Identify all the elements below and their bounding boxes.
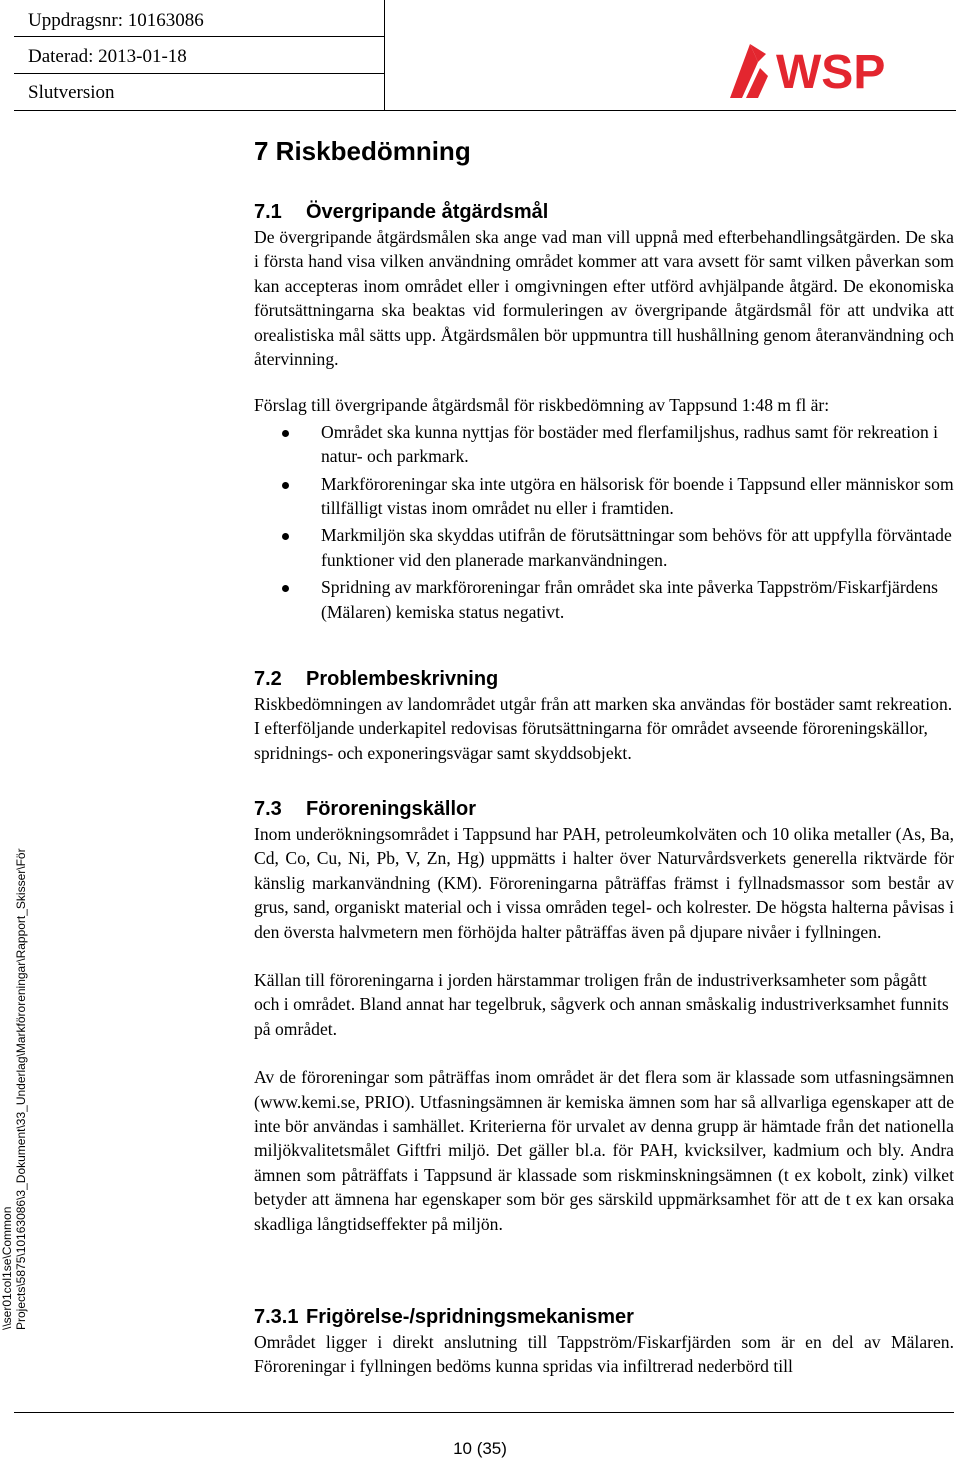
section-number: 7.1 — [254, 201, 282, 223]
file-path-margin-note — [0, 810, 30, 1330]
section-number: 7.2 — [254, 668, 282, 690]
list-item — [254, 472, 954, 521]
section-7-2-paragraph: Riskbedömningen av landområdet utgår från att marken ska användas för bostäder samt rekreation. I efterföljande underkapitel redovisas förutsättningarna för området avseende föroreningskällor, spridnings- och exponeringsvägar samt skyddsobjekt. — [254, 694, 953, 763]
section-7-3-1-paragraph: Området ligger i direkt anslutning till Tappström/Fiskarfjärden som är en del av Mälaren. Föroreningar i fyllningen bedöms kunna spridas via infiltrerad nederbörd till — [254, 1332, 954, 1377]
document-date: Daterad: 2013-01-18 — [28, 46, 187, 67]
wsp-logo — [728, 40, 928, 100]
document-version: Slutversion — [28, 82, 115, 103]
list-item — [254, 523, 954, 572]
section-heading-7-3-1 — [254, 1304, 954, 1330]
section-title: Problembeskrivning — [306, 668, 499, 690]
header-divider — [14, 36, 384, 37]
section-7-3-paragraph-3: Av de föroreningar som påträffas inom området är det flera som är klassade som utfasningsämnen (www.kemi.se, PRIO). Utfasningsämnen är kemiska ämnen som har så allvarliga egenskaper att de inte bör användas i samhället. Kriterierna för urvalet av denna grupp är hämtade från det nationella miljökvalitetsmålet Giftfri miljö. Det gäller bl.a. för PAH, kvicksilver, kadmium och bly. Andra ämnen som påträffats i Tappsund är klassade som riskminskningsämnen (t ex kobolt, zink) vilket betyder att ämnena har egenskaper som bör ges särskild uppmärksamhet för att de t ex kan orsaka skadliga långtidseffekter på miljön. — [254, 1067, 954, 1234]
section-7-1-paragraph: De övergripande åtgärdsmålen ska ange vad man vill uppnå med efterbehandlingsåtgärden. De ska i första hand visa vilken användning området kommer att vara avsett för samt vilken påverkan som kan accepteras inom området eller i omgivningen efter utförd avhjälpande åtgärd. De ekonomiska förutsättningarna ska beaktas vid formuleringen av övergripande åtgärdsmål för att undvika att orealistiska mål sätts upp. Åtgärdsmålen bör uppmuntra till hushållning genom återanvändning och återvinning. — [254, 227, 954, 370]
logo-wordmark: WSP — [776, 46, 886, 99]
section-7-1-intro: Förslag till övergripande åtgärdsmål för riskbedömning av Tappsund 1:48 m fl är: — [254, 395, 830, 416]
list-item — [254, 420, 954, 469]
section-title: Övergripande åtgärdsmål — [306, 201, 549, 223]
list-item-text: Området ska kunna nyttjas för bostäder med flerfamiljshus, radhus samt för rekreation i natur- och parkmark. — [321, 421, 939, 467]
header-vertical-divider — [384, 0, 385, 110]
section-number: 7.3 — [254, 798, 282, 820]
chapter-heading: 7 Riskbedömning — [254, 136, 471, 166]
section-heading-7-1 — [254, 199, 954, 225]
bullet-icon — [282, 585, 289, 592]
section-heading-7-3 — [254, 796, 954, 822]
goal-list — [254, 420, 954, 624]
list-item — [254, 575, 954, 624]
list-item-text: Markföroreningar ska inte utgöra en hälsorisk för boende i Tappsund eller människor som tillfälligt vistas inom området nu eller i framtiden. — [321, 473, 954, 519]
section-heading-7-2 — [254, 666, 954, 692]
bullet-icon — [282, 533, 289, 540]
list-item-text: Spridning av markföroreningar från området ska inte påverka Tappström/Fiskarfjärdens (Mälaren) kemiska status negativt. — [321, 577, 938, 622]
file-path-line: Projects\5875\10163086\3_Dokument\33_Underlag\Markföroreningar\Rapport_Skisser\För — [14, 848, 28, 1330]
section-title: Föroreningskällor — [306, 798, 477, 820]
section-number: 7.3.1 — [254, 1306, 299, 1328]
footer-divider — [14, 1412, 954, 1413]
list-item-text: Markmiljön ska skyddas utifrån de förutsättningar som behövs för att uppfylla förväntade funktioner vid den planerade markanvändningen. — [321, 525, 952, 570]
bullet-icon — [282, 430, 289, 437]
section-title: Frigörelse-/spridningsmekanismer — [306, 1306, 634, 1328]
section-7-3-paragraph-2: Källan till föroreningarna i jorden härstammar troligen från de industriverksamheter som pågått och i området. Bland annat har tegelbruk, sågverk och annan småskalig industriverksamhet funnits på området. — [254, 970, 949, 1039]
header-divider — [14, 73, 384, 74]
bullet-icon — [282, 482, 289, 489]
section-7-3-paragraph-1: Inom underökningsområdet i Tappsund har PAH, petroleumkolväten och 10 olika metaller (As, Ba, Cd, Co, Cu, Ni, Pb, V, Zn, Hg) uppmätts i halter över Naturvårdsverkets generella riktvärde för känslig markanvändning (KM). Föroreningarna påträffas främst i fyllnadsmassor som består av grus, sand, organiskt material och i vissa områden tegel- och kolrester. De högsta halterna påvisas i den översta halvmetern men förhöjda halter påträffas även på djupare nivåer i fyllningen. — [254, 824, 954, 942]
assignment-number: Uppdragsnr: 10163086 — [28, 10, 204, 31]
page-number: 10 (35) — [453, 1439, 507, 1458]
file-path-line: \\ser01col1se\Common — [0, 1206, 14, 1330]
